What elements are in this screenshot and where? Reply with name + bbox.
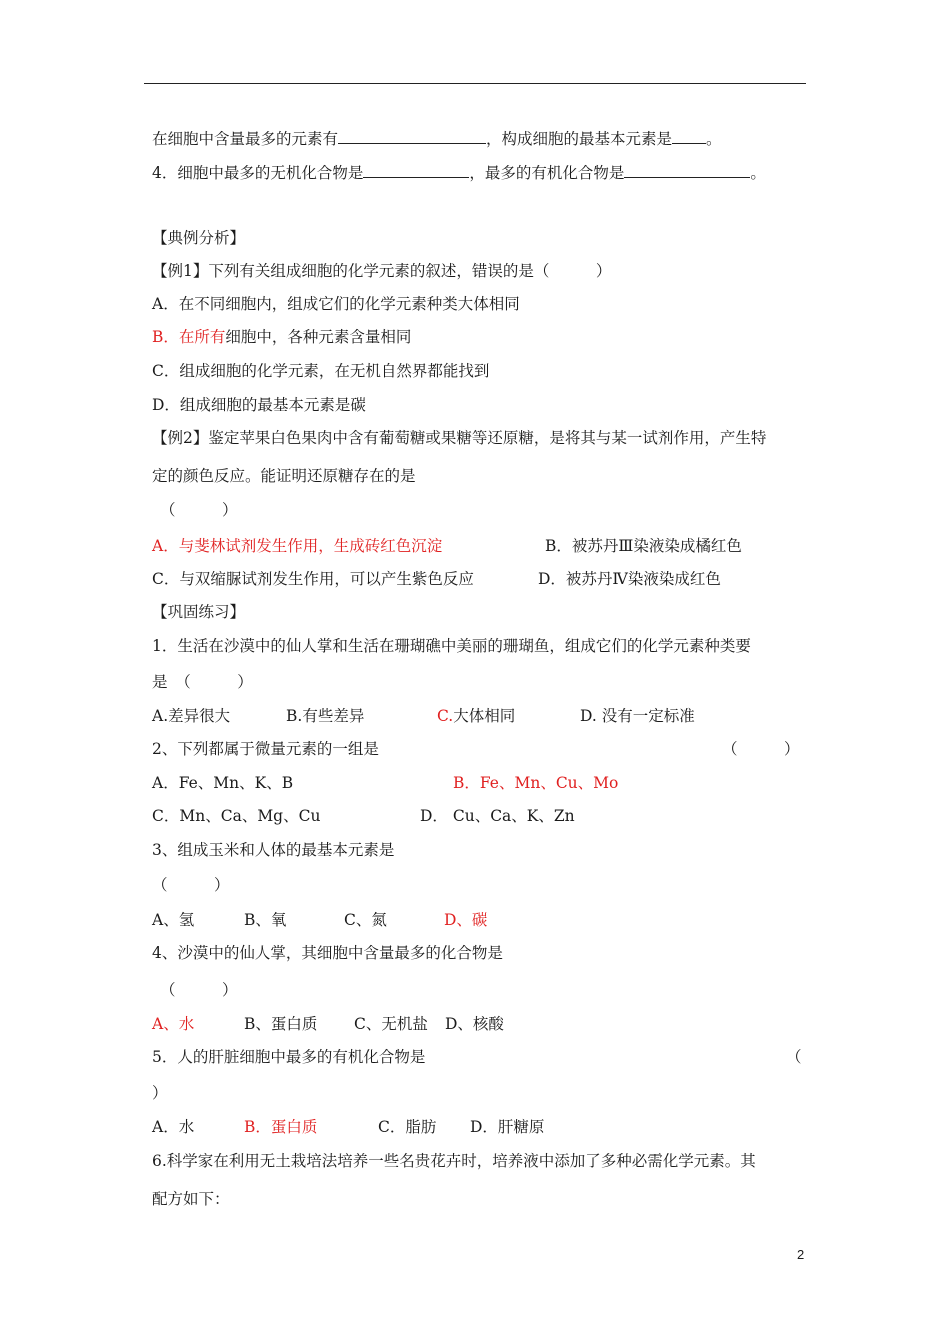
example-1-option-c: C．组成细胞的化学元素，在无机自然界都能找到: [152, 362, 490, 380]
question-1-option-c: C.大体相同: [437, 707, 516, 725]
example-2-stem: 【例2】鉴定苹果白色果肉中含有葡萄糖或果糖等还原糖，是将其与某一试剂作用，产生特: [152, 429, 767, 447]
section-heading-practice: 【巩固练习】: [152, 603, 246, 621]
question-5-option-d: D．肝糖原: [470, 1118, 545, 1136]
question-3-option-d: D、碳: [444, 911, 488, 929]
question-4-option-b: B、蛋白质: [244, 1015, 318, 1033]
question-3-stem: 3、组成玉米和人体的最基本元素是: [152, 841, 395, 859]
question-5-option-a: A．水: [152, 1118, 195, 1136]
example-1-option-a: A．在不同细胞内，组成它们的化学元素种类大体相同: [152, 295, 520, 313]
example-2-option-b: B．被苏丹Ⅲ染液染成橘红色: [545, 537, 742, 555]
example-2-option-c: C．与双缩脲试剂发生作用，可以产生紫色反应: [152, 570, 474, 588]
example-2-option-a: A．与斐林试剂发生作用，生成砖红色沉淀: [152, 537, 443, 555]
question-4-option-c: C、无机盐: [354, 1015, 428, 1033]
answer-blank[interactable]: [363, 162, 469, 178]
question-5-stem: 5．人的肝脏细胞中最多的有机化合物是: [152, 1048, 426, 1066]
question-4-option-d: D、核酸: [445, 1015, 504, 1033]
example-1-stem: 【例1】下列有关组成细胞的化学元素的叙述，错误的是（ ）: [152, 262, 612, 280]
question-2-option-d: D． Cu、Ca、K、Zn: [420, 807, 575, 825]
question-1-option-d: D. 没有一定标准: [580, 707, 695, 725]
answer-highlight: B．在所有: [152, 328, 226, 346]
question-1-option-a: A.差异很大: [152, 707, 231, 725]
answer-paren: （ ）: [152, 876, 230, 894]
answer-paren: （ ）: [160, 501, 238, 519]
question-1-option-b: B.有些差异: [286, 707, 365, 725]
answer-blank[interactable]: [624, 162, 750, 178]
question-2-option-a: A．Fe、Mn、K、B: [152, 774, 294, 792]
question-5-option-c: C．脂肪: [378, 1118, 437, 1136]
example-1-option-b: B．在所有细胞中，各种元素含量相同: [152, 328, 412, 346]
fill-line-elements: 在细胞中含量最多的元素有 ，构成细胞的最基本元素是 。: [152, 130, 722, 148]
question-3-option-c: C、氮: [344, 911, 387, 929]
answer-paren: （ ）: [160, 981, 238, 999]
example-2-stem-cont: 定的颜色反应。能证明还原糖存在的是: [152, 467, 416, 485]
section-heading-examples: 【典例分析】: [152, 229, 246, 247]
question-2-option-b: B．Fe、Mn、Cu、Mo: [453, 774, 619, 792]
question-6-stem-cont: 配方如下：: [152, 1190, 230, 1208]
fill-line-compounds: 4．细胞中最多的无机化合物是 ，最多的有机化合物是 。: [152, 164, 766, 182]
question-4-option-a: A、水: [152, 1015, 195, 1033]
example-2-option-d: D．被苏丹Ⅳ染液染成红色: [538, 570, 721, 588]
answer-blank[interactable]: [338, 128, 486, 144]
answer-blank[interactable]: [672, 128, 706, 144]
answer-highlight: C.: [437, 707, 454, 725]
example-1-option-d: D．组成细胞的最基本元素是碳: [152, 396, 366, 414]
question-1-stem-cont: 是 （ ）: [152, 673, 253, 691]
question-2-option-c: C．Mn、Ca、Mg、Cu: [152, 807, 321, 825]
header-rule: [144, 83, 806, 84]
question-2-stem: 2、下列都属于微量元素的一组是: [152, 740, 379, 758]
answer-paren: （ ）: [722, 740, 800, 758]
question-3-option-b: B、氧: [244, 911, 287, 929]
question-6-stem: 6.科学家在利用无土栽培法培养一些名贵花卉时，培养液中添加了多种必需化学元素。其: [152, 1152, 756, 1170]
question-1-stem: 1．生活在沙漠中的仙人掌和生活在珊瑚礁中美丽的珊瑚鱼，组成它们的化学元素种类要: [152, 637, 751, 655]
answer-paren-close: ）: [152, 1084, 168, 1102]
question-4-stem: 4、沙漠中的仙人掌，其细胞中含量最多的化合物是: [152, 944, 503, 962]
page-number: 2: [797, 1247, 805, 1262]
question-5-option-b: B．蛋白质: [244, 1118, 318, 1136]
question-3-option-a: A、氢: [152, 911, 195, 929]
answer-paren-open: （: [786, 1048, 802, 1066]
